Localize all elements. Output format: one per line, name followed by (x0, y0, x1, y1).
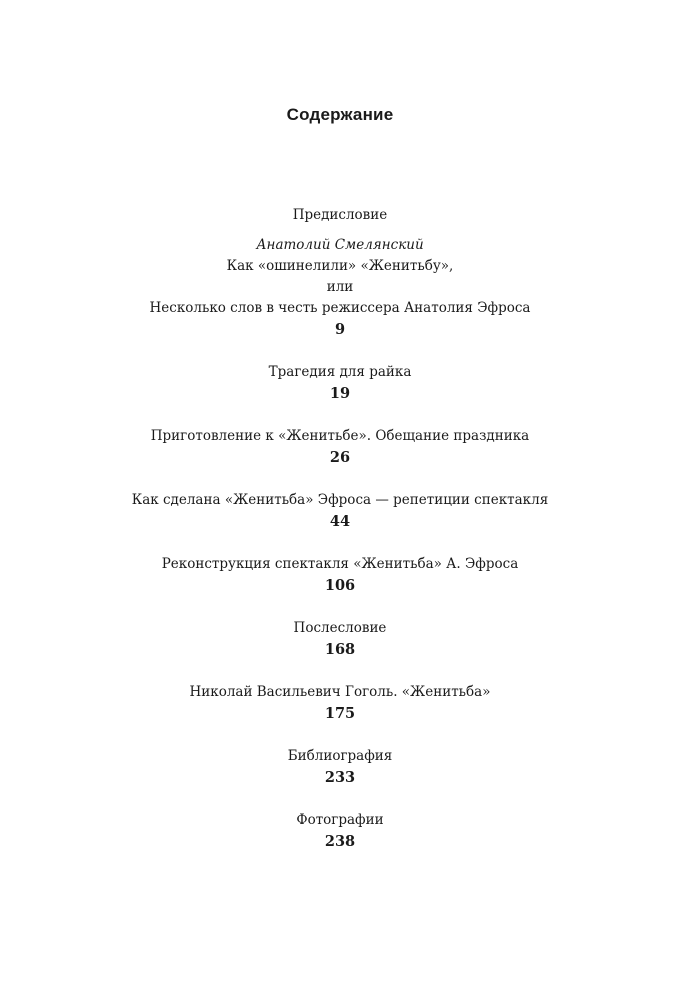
toc-entry (0, 362, 680, 404)
toc-page-number: 106 (324, 577, 356, 594)
toc-page-number: 238 (324, 833, 356, 850)
page-title: Содержание (286, 105, 394, 124)
toc-entry-title: Реконструкция спектакля «Женитьба» А. Эфроса (161, 556, 519, 572)
toc-page-number: 175 (324, 705, 356, 722)
toc-entry-subtitle: или (326, 279, 354, 295)
toc-entry (0, 746, 680, 788)
toc-entry-title: Николай Васильевич Гоголь. «Женитьба» (189, 684, 491, 700)
toc-page-number: 19 (329, 385, 351, 402)
toc-page-number: 9 (334, 321, 346, 338)
toc-entry (0, 490, 680, 532)
toc-entry-title: Как сделана «Женитьба» Эфроса — репетиции спектакля (131, 492, 549, 508)
toc-entry (0, 426, 680, 468)
toc-entry-preface (0, 205, 680, 340)
table-of-contents (0, 205, 680, 874)
toc-entry (0, 618, 680, 660)
toc-entry-title: Предисловие (292, 207, 388, 223)
toc-page-number: 168 (324, 641, 356, 658)
toc-entry (0, 810, 680, 852)
toc-entry-author: Анатолий Смелянский (256, 237, 424, 253)
toc-entry-subtitle: Несколько слов в честь режиссера Анатолия Эфроса (149, 300, 531, 316)
toc-entry (0, 554, 680, 596)
toc-page-number: 233 (324, 769, 356, 786)
toc-entry-title: Приготовление к «Женитьбе». Обещание праздника (150, 428, 530, 444)
toc-entry-title: Послесловие (293, 620, 387, 636)
toc-entry-title: Библиография (287, 748, 393, 764)
toc-entry-subtitle: Как «ошинелили» «Женитьбу», (226, 258, 454, 274)
toc-entry-title: Трагедия для райка (268, 364, 412, 380)
toc-entry-title: Фотографии (296, 812, 384, 828)
toc-entry (0, 682, 680, 724)
toc-page-number: 26 (329, 449, 351, 466)
toc-page-number: 44 (329, 513, 351, 530)
